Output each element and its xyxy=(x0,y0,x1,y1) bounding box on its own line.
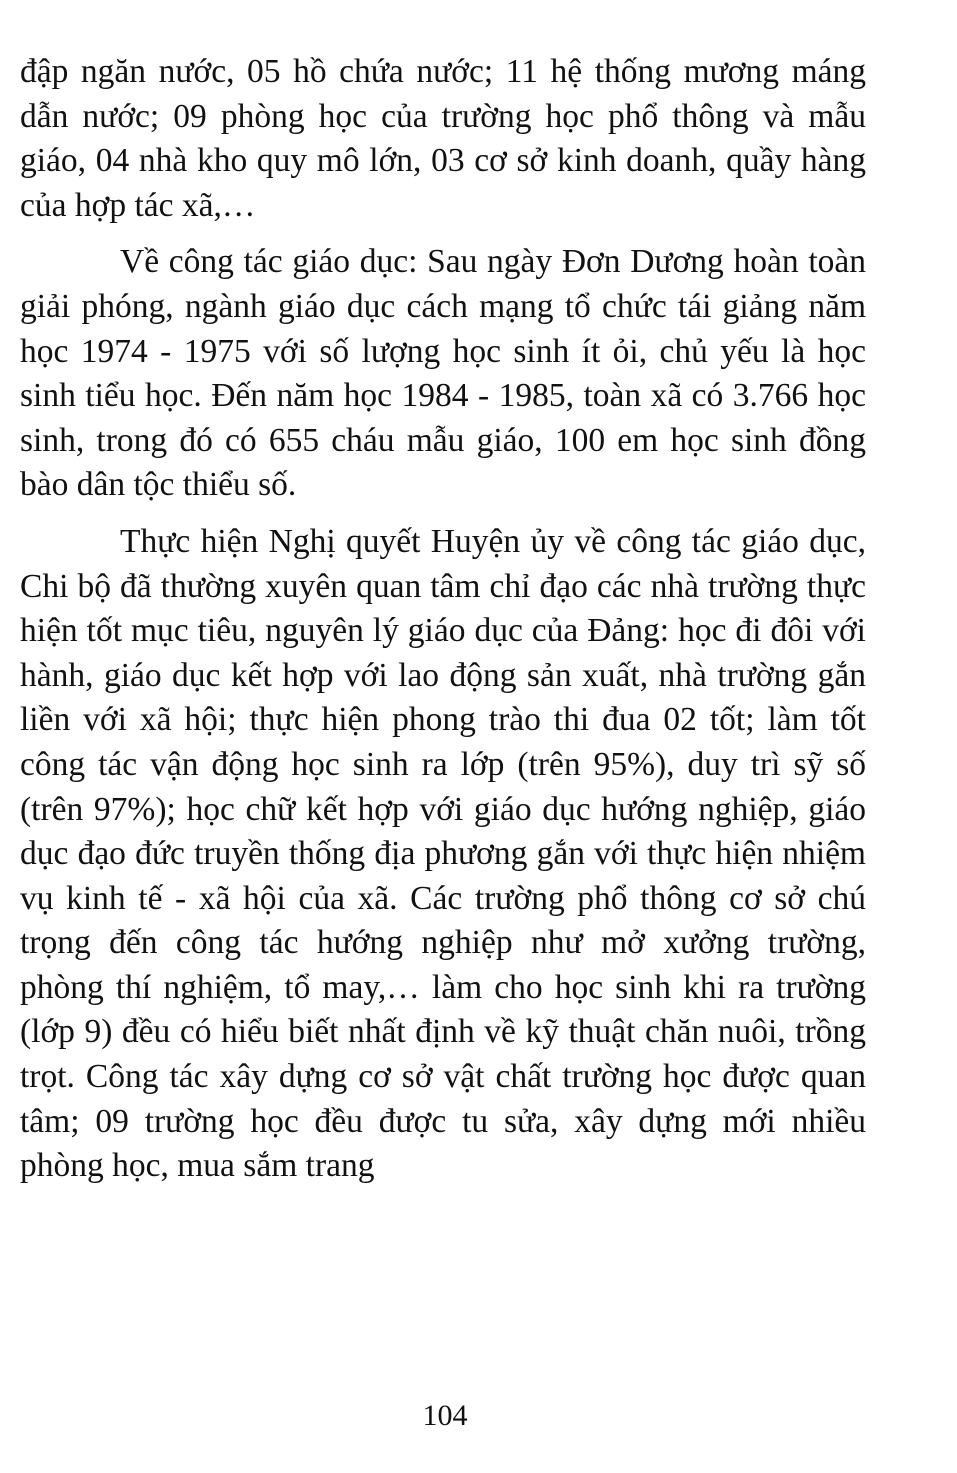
paragraph-education: Về công tác giáo dục: Sau ngày Đơn Dương hoàn toàn giải phóng, ngành giáo dục cách mạng tổ chức tái giảng năm học 1974 - 1975 với số lượng học sinh ít ỏi, chủ yếu là học sinh tiểu học. Đến năm học 1984 - 1985, toàn xã có 3.766 học sinh, trong đó có 655 cháu mẫu giáo, 100 em học sinh đồng bào dân tộc thiểu số. xyxy=(20,243,866,504)
paragraph-resolution: Thực hiện Nghị quyết Huyện ủy về công tác giáo dục, Chi bộ đã thường xuyên quan tâm chỉ đạo các nhà trường thực hiện tốt mục tiêu, nguyên lý giáo dục của Đảng: học đi đôi với hành, giáo dục kết hợp với lao động sản xuất, nhà trường gắn liền với xã hội; thực hiện phong trào thi đua 02 tốt; làm tốt công tác vận động học sinh ra lớp (trên 95%), duy trì sỹ số (trên 97%); học chữ kết hợp với giáo dục hướng nghiệp, giáo dục đạo đức truyền thống địa phương gắn với thực hiện nhiệm vụ kinh tế - xã hội của xã. Các trường phổ thông cơ sở chú trọng đến công tác hướng nghiệp như mở xưởng trường, phòng thí nghiệm, tổ may,… làm cho học sinh khi ra trường (lớp 9) đều có hiểu biết nhất định về kỹ thuật chăn nuôi, trồng trọt. Công tác xây dựng cơ sở vật chất trường học được quan tâm; 09 trường học đều được tu sửa, xây dựng mới nhiều phòng học, mua sắm trang xyxy=(20,522,866,1185)
paragraph-continuation: đập ngăn nước, 05 hồ chứa nước; 11 hệ thống mương máng dẫn nước; 09 phòng học của trường học phổ thông và mẫu giáo, 04 nhà kho quy mô lớn, 03 cơ sở kinh doanh, quầy hàng của hợp tác xã,… xyxy=(20,53,866,224)
page-body xyxy=(20,50,866,1189)
page-number: 104 xyxy=(422,1399,468,1432)
